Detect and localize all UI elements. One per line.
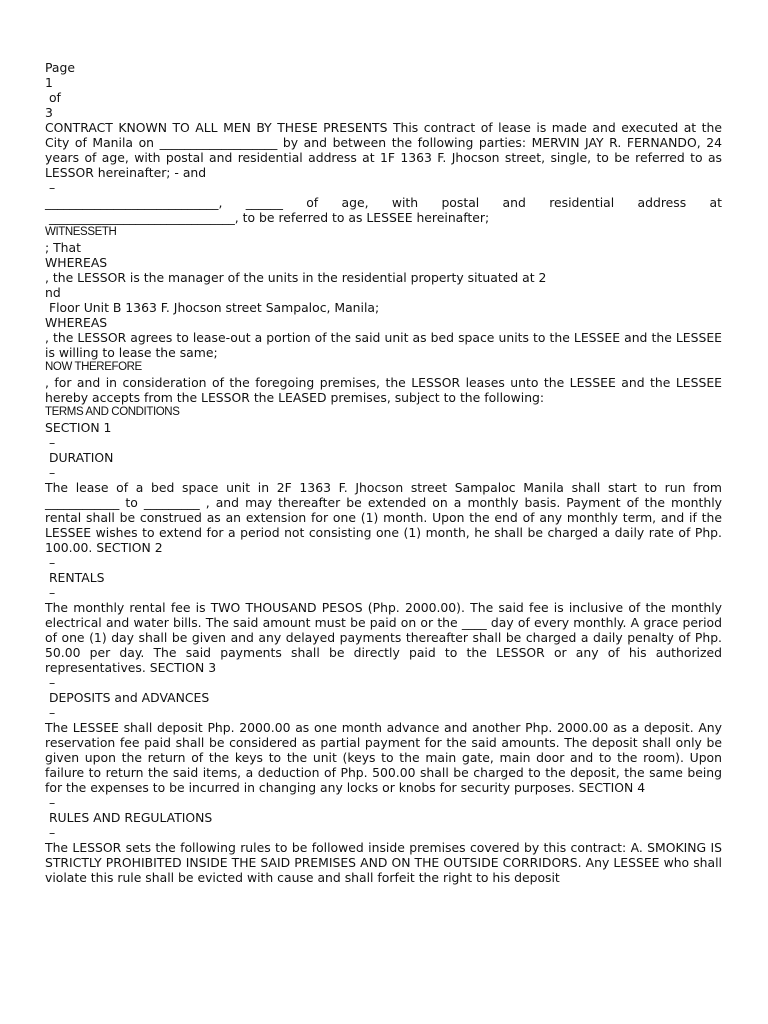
terms-heading: TERMS AND CONDITIONS: [45, 406, 180, 418]
dash-separator: –: [45, 180, 56, 195]
dash-separator: –: [45, 585, 56, 600]
dash-separator: –: [45, 675, 56, 690]
section-1-label: SECTION 1: [45, 420, 112, 435]
rules-paragraph: The LESSOR sets the following rules to be followed inside premises covered by this contract: A. SMOKING IS STRICTLY PROHIBITED INSIDE THE SAID PREMISES AND ON THE OUTSIDE CORRIDORS. Any LESSEE who shall violate this rule shall be evicted with cause and shall forfeit the right to his deposit: [45, 840, 722, 885]
whereas-text-2: , the LESSOR agrees to lease-out a portion of the said unit as bed space units to the LESSEE and the LESSEE is willing to lease the same;: [45, 330, 722, 360]
deposits-paragraph: The LESSEE shall deposit Php. 2000.00 as one month advance and another Php. 2000.00 as a deposit. Any reservation fee paid shall be considered as partial payment for the said amounts. The deposit shall only be given upon the return of the keys to the unit (keys to the main gate, main door and to the room). Upon failure to return the said items, a deduction of Php. 500.00 shall be charged to the deposit, the same being for the expenses to be incurred in changing any locks or knobs for security purposes. SECTION 4: [45, 720, 722, 795]
page-label-word: Page: [45, 60, 75, 75]
rentals-heading: RENTALS: [45, 570, 105, 585]
whereas-heading-2: WHEREAS: [45, 315, 108, 330]
dash-separator: –: [45, 825, 56, 840]
duration-paragraph: The lease of a bed space unit in 2F 1363 F. Jhocson street Sampaloc Manila shall start to run from ____________ to _________ , and may thereafter be extended on a monthly basis. Payment of the monthly rental shall be construed as an extension for one (1) month. Upon the end of any monthly term, and if the LESSEE wishes to extend for a period not consisting one (1) month, he shall be charged a daily rate of Php. 100.00. SECTION 2: [45, 480, 722, 555]
dash-separator: –: [45, 555, 56, 570]
lessee-address-line: ______________________________, to be referred to as LESSEE hereinafter;: [45, 210, 490, 225]
superscript-nd: nd: [45, 285, 61, 300]
deposits-heading: DEPOSITS and ADVANCES: [45, 690, 210, 705]
duration-heading: DURATION: [45, 450, 114, 465]
witnesseth-heading: WITNESSETH: [45, 226, 117, 238]
dash-separator: –: [45, 435, 56, 450]
contract-document: [45, 60, 722, 885]
rentals-paragraph: The monthly rental fee is TWO THOUSAND PESOS (Php. 2000.00). The said fee is inclusive of the monthly electrical and water bills. The said amount must be paid on or the ____ day of every monthly. A grace period of one (1) day shall be given and any delayed payments thereafter shall be charged a daily penalty of Php. 50.00 per day. The said payments shall be directly paid to the LESSOR or any of his authorized representatives. SECTION 3: [45, 600, 722, 675]
that-text: ; That: [45, 240, 81, 255]
dash-separator: –: [45, 795, 56, 810]
page-total-number: 3: [45, 105, 53, 120]
dash-separator: –: [45, 465, 56, 480]
dash-separator: –: [45, 705, 56, 720]
lessee-blank-line: ____________________________, ______ of age, with postal and residential address at: [45, 195, 722, 210]
page-current-number: 1: [45, 75, 53, 90]
floor-address-text: Floor Unit B 1363 F. Jhocson street Sampaloc, Manila;: [45, 300, 380, 315]
whereas-heading-1: WHEREAS: [45, 255, 108, 270]
rules-heading: RULES AND REGULATIONS: [45, 810, 213, 825]
page-of-label: of: [45, 90, 61, 105]
whereas-text-1: , the LESSOR is the manager of the units in the residential property situated at 2: [45, 270, 547, 285]
intro-paragraph: CONTRACT KNOWN TO ALL MEN BY THESE PRESENTS This contract of lease is made and executed at the City of Manila on ___________________ by and between the following parties: MERVIN JAY R. FERNANDO, 24 years of age, with postal and residential address at 1F 1363 F. Jhocson street, single, to be referred to as LESSOR hereinafter; - and: [45, 120, 722, 180]
now-therefore-heading: NOW THEREFORE: [45, 361, 142, 373]
consideration-paragraph: , for and in consideration of the foregoing premises, the LESSOR leases unto the LESSEE and the LESSEE hereby accepts from the LESSOR the LEASED premises, subject to the following:: [45, 375, 722, 405]
